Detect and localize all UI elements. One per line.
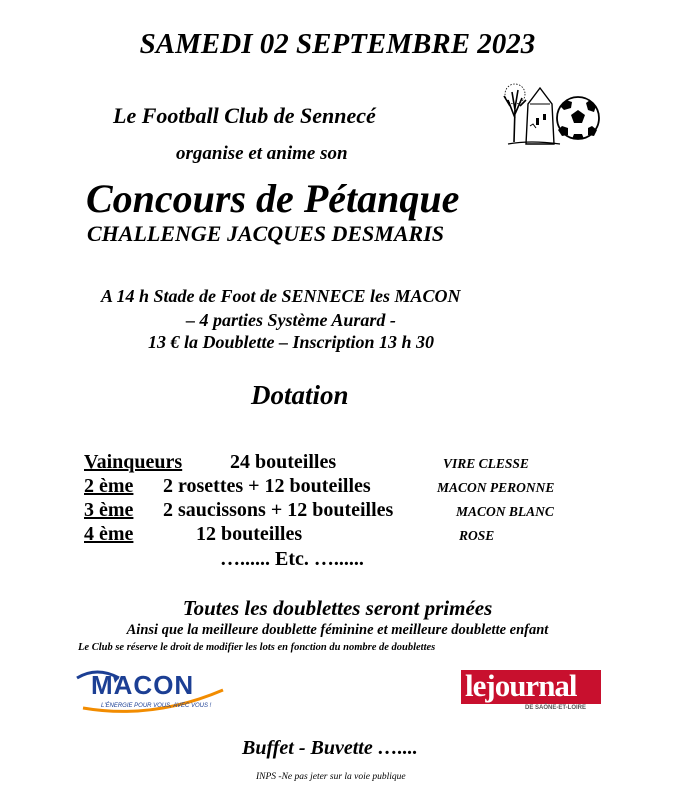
- prize-lot-1: 24 bouteilles: [230, 451, 337, 473]
- organise-line: organise et anime son: [176, 143, 348, 164]
- event-date: SAMEDI 02 SEPTEMBRE 2023: [139, 28, 536, 60]
- prize-rank-3: 3 ème: [84, 499, 134, 521]
- event-title: Concours de Pétanque: [86, 176, 460, 221]
- prize-rank-4: 4 ème: [84, 523, 134, 545]
- club-name: Le Football Club de Sennecé: [113, 103, 376, 128]
- extra-prizes-note: Ainsi que la meilleure doublette féminine et meilleure doublette enfant: [126, 622, 549, 638]
- dotation-heading: Dotation: [251, 380, 349, 410]
- prize-lot-4: 12 bouteilles: [196, 523, 303, 545]
- prize-lot-3: 2 saucissons + 12 bouteilles: [163, 499, 394, 521]
- prize-wine-4: ROSE: [459, 528, 495, 543]
- prize-wine-2: MACON PERONNE: [437, 480, 555, 495]
- disclaimer-note: Le Club se réserve le droit de modifier les lots en fonction du nombre de doublettes: [78, 642, 436, 653]
- macon-logo-text: MACON: [91, 670, 195, 700]
- prize-lot-2: 2 rosettes + 12 bouteilles: [163, 475, 371, 497]
- lejournal-logo: [461, 670, 601, 712]
- inps-footer: INPS -Ne pas jeter sur la voie publique: [256, 772, 406, 782]
- lejournal-logo-text: lejournal: [465, 668, 577, 703]
- prize-rank-1: Vainqueurs: [84, 451, 183, 473]
- prize-rank-2: 2 ème: [84, 475, 134, 497]
- all-prized-note: Toutes les doublettes seront primées: [182, 596, 493, 620]
- prize-etc: …...... Etc. …......: [220, 548, 364, 570]
- prize-wine-3: MACON BLANC: [456, 504, 554, 519]
- info-format: – 4 parties Système Aurard -: [186, 310, 396, 330]
- challenge-name: CHALLENGE JACQUES DESMARIS: [87, 221, 444, 246]
- buffet-buvette: Buffet - Buvette …....: [242, 737, 418, 759]
- macon-logo: [73, 668, 233, 716]
- macon-tagline: L'ÉNERGIE POUR VOUS, AVEC VOUS !: [101, 703, 212, 709]
- lejournal-subtitle: DE SAÔNE-ET-LOIRE: [525, 705, 587, 711]
- prize-wine-1: VIRE CLESSE: [443, 456, 529, 471]
- info-location: A 14 h Stade de Foot de SENNECE les MACON: [101, 286, 461, 306]
- village-tower-football-icon: [500, 78, 602, 148]
- info-price: 13 € la Doublette – Inscription 13 h 30: [148, 332, 435, 352]
